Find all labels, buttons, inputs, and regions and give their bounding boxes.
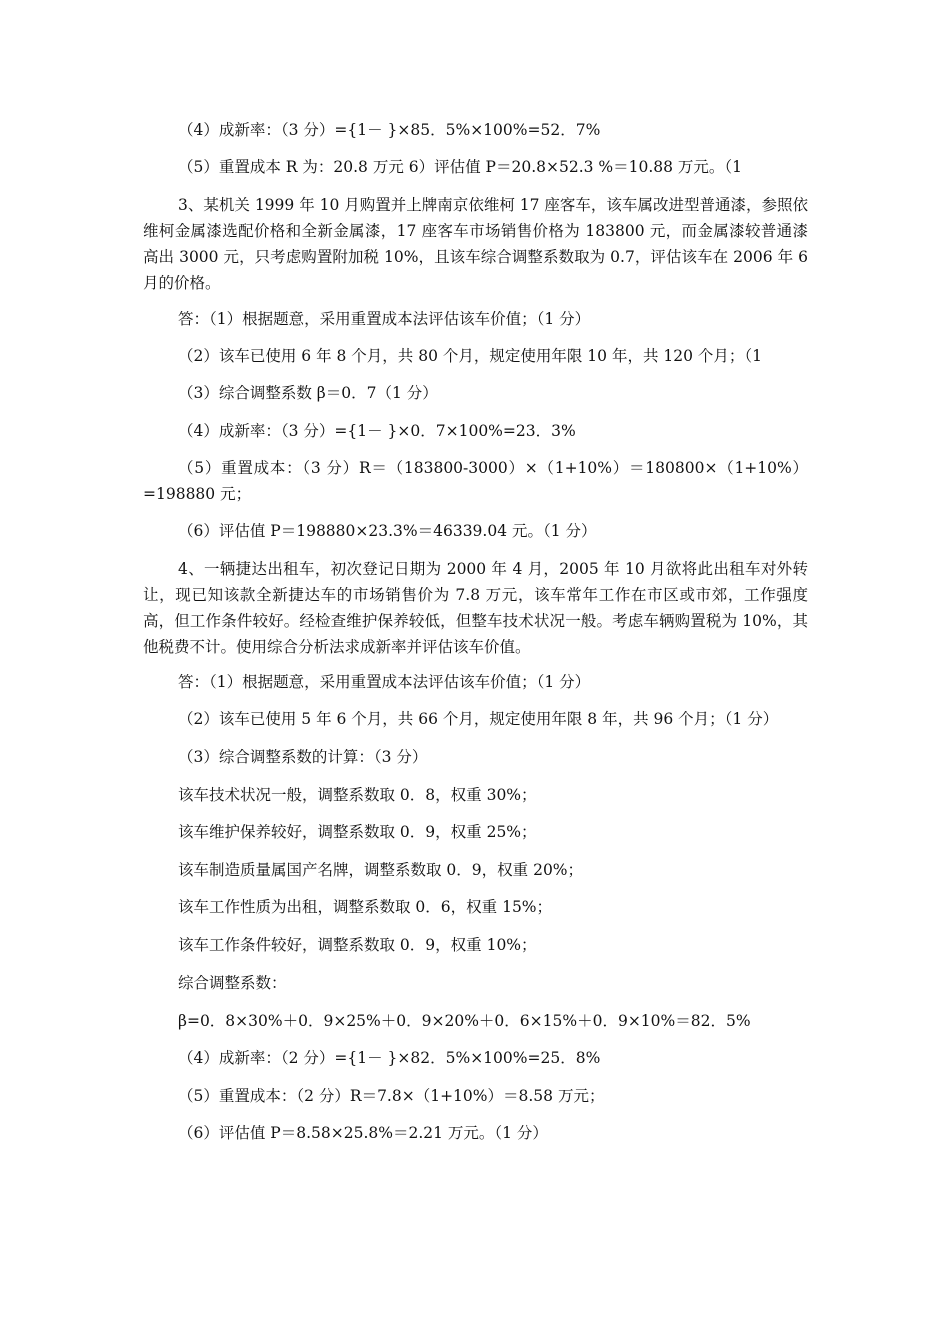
question-3-text: 3、某机关 1999 年 10 月购置并上牌南京依维柯 17 座客车，该车属改进型普通漆，参照依维柯金属漆选配价格和全新金属漆，17 座客车市场销售价格为 183800 元，而金属漆较普通漆高出 3000 元，只考虑购置附加税 10%，且该车综合调整系数取为 0.7，评估该车在 2006 年 6 月的价格。 [143,196,808,292]
text-line: 该车制造质量属国产名牌，调整系数取 0．9，权重 20%； [178,861,584,879]
text-line: （3）综合调整系数的计算：（3 分） [178,748,428,766]
question-4-paragraph [143,556,808,660]
text-line: 综合调整系数： [178,974,287,992]
formula-line: β=0．8×30%＋0．9×25%＋0．9×20%＋0．6×15%＋0．9×10%＝82．5% [178,1012,751,1030]
text-line: （4）成新率：（3 分）={1－ }×85．5%×100%=52．7% [178,121,601,139]
text-line: （4）成新率：（2 分）={1－ }×82．5%×100%=25．8% [178,1049,601,1067]
text-line: （5）重置成本 R 为：20.8 万元 6）评估值 P＝20.8×52.3 %＝10.88 万元。（1 [178,158,743,176]
replacement-cost-text: （5）重置成本：（3 分）R＝（183800-3000）×（1+10%）＝180800×（1+10%）=198880 元； [143,459,808,503]
text-line: （4）成新率：（3 分）={1－ }×0．7×100%=23．3% [178,422,576,440]
text-line: 该车工作条件较好，调整系数取 0．9，权重 10%； [178,936,537,954]
text-line: 答：（1）根据题意，采用重置成本法评估该车价值；（1 分） [178,310,591,328]
text-line: 该车技术状况一般，调整系数取 0．8，权重 30%； [178,786,537,804]
text-line: 该车维护保养较好，调整系数取 0．9，权重 25%； [178,823,537,841]
text-line: （5）重置成本：（2 分）R＝7.8×（1+10%）＝8.58 万元； [178,1087,605,1105]
text-line: （2）该车已使用 6 年 8 个月，共 80 个月，规定使用年限 10 年，共 120 个月；（1 [178,347,762,365]
question-4-text: 4、一辆捷达出租车，初次登记日期为 2000 年 4 月，2005 年 10 月欲将此出租车对外转让，现已知该款全新捷达车的市场销售价为 7.8 万元，该车常年工作在市区或市郊，工作强度高，但工作条件较好。经检查维护保养较低，但整车技术状况一般。考虑车辆购置税为 10%，其他税费不计。使用综合分析法求成新率并评估该车价值。 [143,560,808,656]
text-line: 该车工作性质为出租，调整系数取 0．6，权重 15%； [178,898,553,916]
text-line: （6）评估值 P＝8.58×25.8%＝2.21 万元。（1 分） [178,1124,548,1142]
text-line: （3）综合调整系数 β＝0．7（1 分） [178,384,438,402]
text-line: （2）该车已使用 5 年 6 个月，共 66 个月，规定使用年限 8 年，共 96 个月；（1 分） [178,710,779,728]
replacement-cost-paragraph [143,455,808,507]
text-line: （6）评估值 P＝198880×23.3%＝46339.04 元。（1 分） [178,522,597,540]
question-3-paragraph [143,192,808,296]
text-line: 答：（1）根据题意，采用重置成本法评估该车价值；（1 分） [178,673,591,691]
